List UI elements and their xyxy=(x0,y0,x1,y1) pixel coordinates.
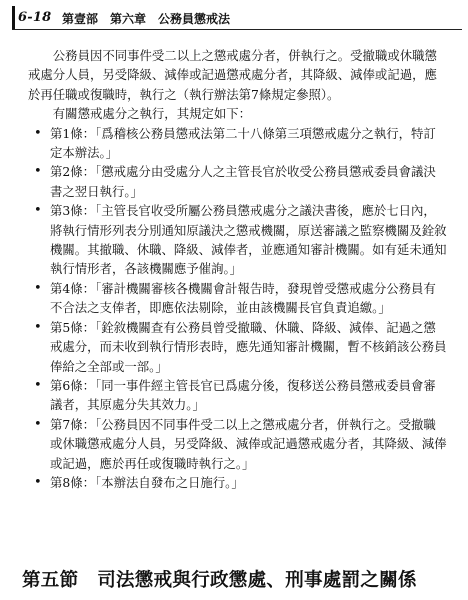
section-heading: 第五節 司法懲戒與行政懲處、刑事處罰之關係 xyxy=(22,570,417,591)
article-text: 「銓敘機關查有公務員曾受撤職、休職、降級、減俸、記過之懲戒處分，而未收到執行情形表時，應先通知審計機關，暫不核銷該公務員俸給之全部或一部。」 xyxy=(50,319,447,374)
article-text: 「公務員因不同事件受二以上之懲戒處分者，併執行之。受撤職或休職懲戒處分人員，另受降級、減俸或記過懲戒處分者，其降級、減俸或記過，應於再任或復職時執行之。」 xyxy=(50,416,447,471)
article-label: 第4條： xyxy=(50,280,96,296)
header-rule-vertical xyxy=(12,6,15,30)
bullet-icon: • xyxy=(34,319,42,335)
list-item xyxy=(28,376,448,415)
body-paragraph: 公務員因不同事件受二以上之懲戒處分者，併執行之。受撤職或休職懲戒處分人員，另受降級、減俸或記過懲戒處分者，其降級、減俸或記過，應於再任職或復職時，執行之（執行辦法第7條規定參照）。 xyxy=(28,48,437,102)
article-list xyxy=(28,124,448,493)
list-item xyxy=(28,415,448,473)
article-label: 第6條： xyxy=(50,377,96,393)
bullet-icon: • xyxy=(34,377,42,393)
list-item xyxy=(28,318,448,376)
article-label: 第5條： xyxy=(50,319,96,335)
page-number: 6-18 xyxy=(18,10,52,25)
list-item xyxy=(28,473,448,492)
list-item xyxy=(28,279,448,318)
bullet-icon: • xyxy=(34,280,42,296)
article-text: 「爲稽核公務員懲戒法第二十八條第三項懲戒處分之執行，特訂定本辦法。」 xyxy=(50,125,436,161)
header-rule xyxy=(12,29,462,30)
page-header xyxy=(6,6,462,30)
bullet-icon: • xyxy=(34,125,42,141)
article-label: 第1條： xyxy=(50,125,96,141)
chapter-title: 第壹部 第六章 公務員懲戒法 xyxy=(62,12,231,26)
article-label: 第2條： xyxy=(50,164,96,180)
article-text: 「主管長官收受所屬公務員懲戒處分之議決書後，應於七日內，將執行情形列表分別通知原議決之懲戒機關，原送審議之監察機關及銓敘機關。其撤職、休職、降級、減俸者，並應通知審計機關。如有延未通知執行情形者，各該機關應予催詢。」 xyxy=(50,203,447,277)
bullet-icon: • xyxy=(34,416,42,432)
list-item xyxy=(28,162,448,201)
bullet-icon: • xyxy=(34,474,42,490)
list-item xyxy=(28,201,448,279)
bullet-icon: • xyxy=(34,203,42,219)
document-body xyxy=(28,46,448,492)
list-item xyxy=(28,124,448,163)
article-text: 「懲戒處分由受處分人之主管長官於收受公務員懲戒委員會議決書之翌日執行。」 xyxy=(50,164,436,199)
bullet-icon: • xyxy=(34,164,42,180)
article-text: 「審計機關審核各機關會計報告時，發現曾受懲戒處分公務員有不合法之支俸者，即應依法剔除，並由該機關長官負責追繳。」 xyxy=(50,280,436,316)
article-text: 「同一事件經主管長官已爲處分後，復移送公務員懲戒委員會審議者，其原處分失其效力。」 xyxy=(50,377,436,413)
article-label: 第3條： xyxy=(50,203,96,219)
article-label: 第8條： xyxy=(50,474,96,490)
article-text: 「本辦法自發布之日施行。」 xyxy=(95,474,244,490)
list-intro: 有關懲戒處分之執行，其規定如下： xyxy=(52,106,252,122)
article-label: 第7條： xyxy=(50,416,96,432)
